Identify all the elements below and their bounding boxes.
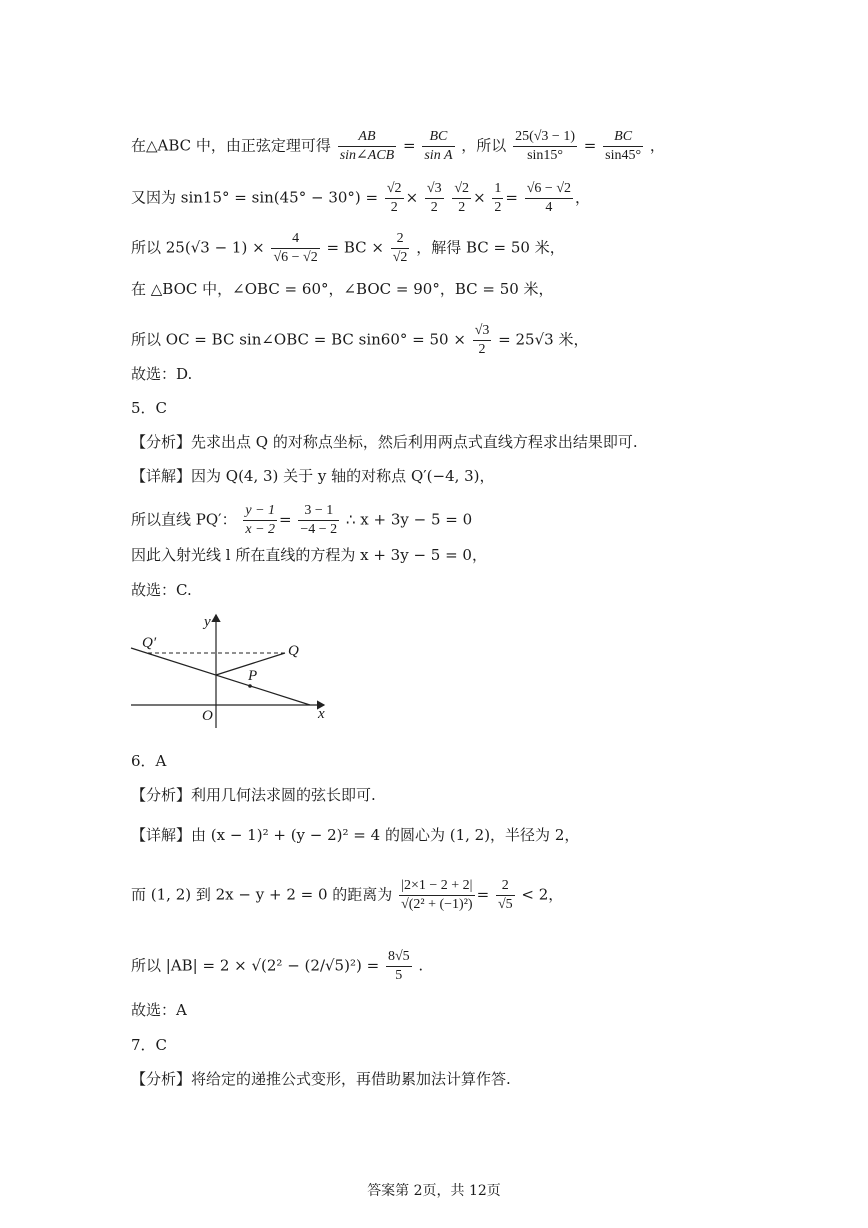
numerator: BC xyxy=(603,128,643,147)
denominator: √5 xyxy=(497,897,513,912)
text-line-11: 因此入射光线 l 所在直线的方程为 x + 3y − 5 = 0， xyxy=(131,546,487,564)
text-line-16: 而 (1, 2) 到 2x − y + 2 = 0 的距离为 $\frac{|2\times 1 - 2 + 2|}{\text{√(2² + (−1)²)}}$ = $\frac{2}{√5}$ < 2， xyxy=(131,878,564,912)
fraction xyxy=(452,180,471,217)
text-line-10: 所以直线 PQ′： $\frac{y - 1}{x - 2}$ = $\frac{3 - 1}{-4 - 2}$ ∴ x + 3y − 5 = 0 xyxy=(131,503,473,537)
text-line-3 xyxy=(131,230,565,267)
text-line-18: 故选：A xyxy=(131,1001,187,1019)
numerator: 2 xyxy=(496,877,515,896)
detail-5: 【详解】因为 Q(4, 3) 关于 y 轴的对称点 Q′(−4, 3)， xyxy=(131,467,495,485)
denominator: √(2² + (−1)²) xyxy=(401,897,473,912)
numerator: |2×1 − 2 + 2| xyxy=(399,877,475,896)
question-6-header: 6．A xyxy=(131,752,167,770)
line-5-text: 所以 OC = BC sin∠OBC = BC sin60° = 50 × xyxy=(131,330,466,349)
fraction xyxy=(496,877,515,914)
denominator: 2 xyxy=(494,200,502,215)
fraction xyxy=(338,128,397,165)
numerator: 4 xyxy=(271,230,319,249)
fraction xyxy=(603,128,643,165)
detail-6: 【详解】由 (x − 1)² + (y − 2)² = 4 的圆心为 (1, 2)，半径为 2， xyxy=(131,826,580,844)
line-5-end: = 25√3 米， xyxy=(498,330,589,349)
point-p xyxy=(248,684,252,688)
denominator: sin A xyxy=(424,148,453,163)
fraction xyxy=(492,180,503,217)
equals-sign: = xyxy=(403,136,416,155)
numerator: √2 xyxy=(385,180,404,199)
fraction xyxy=(271,230,319,267)
numerator: 2 xyxy=(391,230,410,249)
label-q: Q xyxy=(288,643,299,659)
denominator: 5 xyxy=(395,968,403,983)
denominator: sin∠ACB xyxy=(339,148,395,163)
text-line-4: 在 △BOC 中，∠OBC = 60°，∠BOC = 90°，BC = 50 米， xyxy=(131,280,554,298)
line-17-end: . xyxy=(418,956,424,975)
analysis-7: 【分析】将给定的递推公式变形，再借助累加法计算作答. xyxy=(131,1070,511,1088)
analysis-6: 【分析】利用几何法求圆的弦长即可. xyxy=(131,786,376,804)
denominator: 2 xyxy=(478,342,486,357)
line-16-text: 而 (1, 2) 到 2x − y + 2 = 0 的距离为 xyxy=(131,885,393,904)
denominator: 2 xyxy=(430,200,438,215)
fraction xyxy=(425,180,444,217)
denominator: 4 xyxy=(545,200,553,215)
fraction xyxy=(399,877,475,914)
text-line-5 xyxy=(131,322,588,359)
line-1-text: 在△ABC 中，由正弦定理可得 xyxy=(131,136,331,155)
line-2-text: 又因为 sin15° = sin(45° − 30°) = xyxy=(131,188,379,207)
incident-ray xyxy=(131,648,310,705)
line-17-text: 所以 |AB| = 2 × √(2² − (2/√5)²) = xyxy=(131,956,380,975)
fraction xyxy=(386,948,412,985)
line-10-end: ∴ x + 3y − 5 = 0 xyxy=(345,510,473,529)
numerator: 8√5 xyxy=(386,948,412,967)
numerator: y − 1 xyxy=(243,502,277,521)
analysis-5: 【分析】先求出点 Q 的对称点坐标，然后利用两点式直线方程求出结果即可. xyxy=(131,433,638,451)
numerator: 25(√3 − 1) xyxy=(513,128,577,147)
numerator: √3 xyxy=(473,322,492,341)
line-3-end: ，解得 BC = 50 米， xyxy=(416,238,565,257)
fraction xyxy=(298,502,339,539)
numerator: 1 xyxy=(492,180,503,199)
label-q-prime: Q′ xyxy=(142,635,157,651)
text-line-2: 又因为 sin15° = sin(45° − 30°) = $\frac{√2}{2}$ × $\frac{√3}{2}$ $\frac{√2}{2}$ × $\frac{1}{2}$ = $\frac{√6 - √2}{4}$ ， xyxy=(131,181,591,215)
numerator: √3 xyxy=(425,180,444,199)
text-line-17 xyxy=(131,948,423,985)
fraction xyxy=(391,230,410,267)
line-10-text: 所以直线 PQ′： xyxy=(131,510,237,529)
question-5-header: 5．C xyxy=(131,399,168,417)
numerator: AB xyxy=(338,128,397,147)
fraction xyxy=(473,322,492,359)
denominator: 2 xyxy=(458,200,466,215)
numerator: √6 − √2 xyxy=(525,180,573,199)
line-3-text: 所以 25(√3 − 1) × xyxy=(131,238,265,257)
label-p: P xyxy=(248,668,258,684)
line-16-end: < 2， xyxy=(521,885,564,904)
fraction xyxy=(243,502,277,539)
line-1-mid: ，所以 xyxy=(461,136,507,155)
fraction xyxy=(525,180,573,217)
label-y: y xyxy=(204,614,211,630)
denominator: sin15° xyxy=(527,148,563,163)
denominator: −4 − 2 xyxy=(300,522,338,537)
denominator: √2 xyxy=(392,250,408,265)
denominator: sin45° xyxy=(605,148,642,163)
denominator: √6 − √2 xyxy=(273,250,318,265)
label-x: x xyxy=(318,706,325,722)
text-line-6: 故选：D. xyxy=(131,365,193,383)
page-footer: 答案第 2页，共 12页 xyxy=(367,1183,501,1199)
numerator: BC xyxy=(422,128,454,147)
coordinate-figure xyxy=(128,610,348,730)
numerator: √2 xyxy=(452,180,471,199)
numerator: 3 − 1 xyxy=(298,502,339,521)
fraction xyxy=(422,128,454,165)
question-7-header: 7．C xyxy=(131,1036,168,1054)
text-line-12: 故选：C. xyxy=(131,581,192,599)
denominator: 2 xyxy=(390,200,398,215)
fraction xyxy=(513,128,577,165)
text-line-1: 在△ABC 中，由正弦定理可得 $\frac{AB}{\text{sin∠ACB}}$ = $\frac{BC}{\text{sin A}}$ ，所以 $\frac{25(√3 - 1)}{\sin 15^\circ}$ = $\frac{BC}{\sin 45^\circ}$ ， xyxy=(131,129,665,163)
line-3-mid: = BC × xyxy=(326,238,384,257)
label-o: O xyxy=(202,708,213,724)
denominator: x − 2 xyxy=(245,522,276,537)
fraction xyxy=(385,180,404,217)
